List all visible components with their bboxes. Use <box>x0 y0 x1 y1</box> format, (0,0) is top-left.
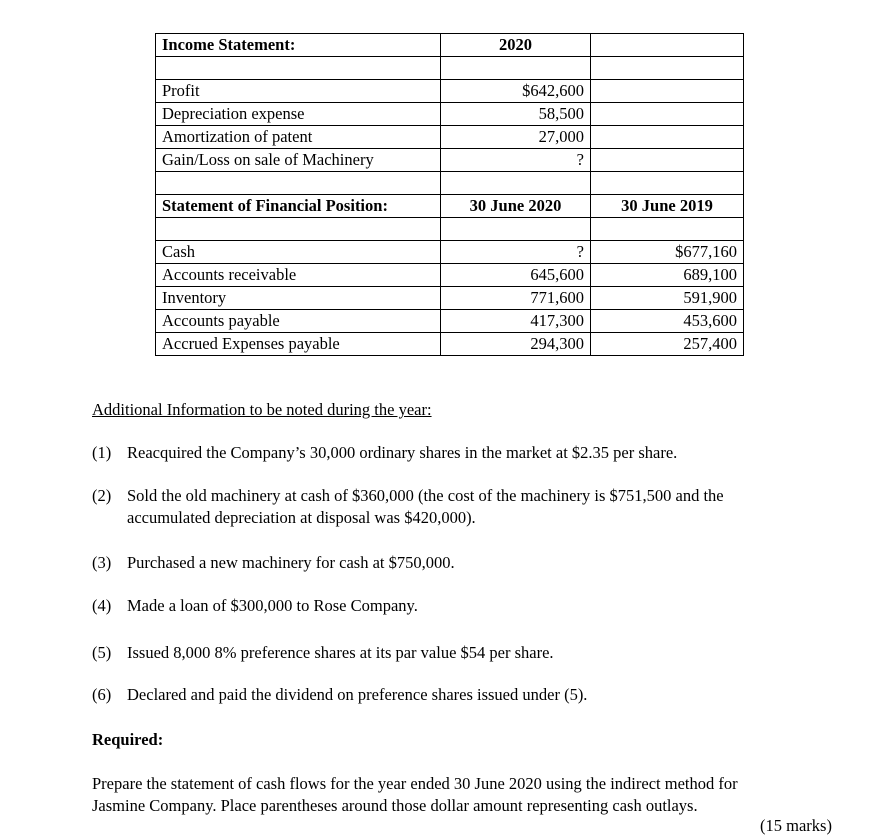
spacer-row <box>156 218 744 241</box>
item-text: Made a loan of $300,000 to Rose Company. <box>127 596 418 615</box>
item-number: (6) <box>92 685 112 704</box>
item-text: Declared and paid the dividend on preference shares issued under (5). <box>127 685 588 704</box>
spacer-row <box>156 172 744 195</box>
item-text: Sold the old machinery at cash of $360,000 (the cost of the machinery is $751,500 and the <box>127 486 724 505</box>
table-row: Accounts payable 417,300 453,600 <box>156 310 744 333</box>
table-row: Accounts receivable 645,600 689,100 <box>156 264 744 287</box>
table-row: Profit $642,600 <box>156 80 744 103</box>
income-statement-header-row <box>156 34 744 57</box>
marks-label: (15 marks) <box>760 816 832 835</box>
item-number: (1) <box>92 443 112 462</box>
item-number: (2) <box>92 486 112 505</box>
income-statement-heading: Income Statement: <box>156 34 441 57</box>
item-text: Issued 8,000 8% preference shares at its par value $54 per share. <box>127 643 554 662</box>
table-row: Accrued Expenses payable 294,300 257,400 <box>156 333 744 356</box>
financial-position-header-row <box>156 195 744 218</box>
additional-info-heading: Additional Information to be noted during the year: <box>92 400 432 419</box>
table-row: Cash ? $677,160 <box>156 241 744 264</box>
table-row: Gain/Loss on sale of Machinery ? <box>156 149 744 172</box>
required-text: Jasmine Company. Place parentheses around those dollar amount representing cash outlays. <box>92 796 698 815</box>
col-2020-header: 30 June 2020 <box>441 195 591 218</box>
financial-data-table <box>155 33 744 356</box>
year-header: 2020 <box>441 34 591 57</box>
spacer-row <box>156 57 744 80</box>
required-text: Prepare the statement of cash flows for the year ended 30 June 2020 using the indirect method for <box>92 774 738 793</box>
item-number: (3) <box>92 553 112 572</box>
item-text: accumulated depreciation at disposal was $420,000). <box>127 508 476 527</box>
item-text: Reacquired the Company’s 30,000 ordinary shares in the market at $2.35 per share. <box>127 443 678 462</box>
item-number: (5) <box>92 643 112 662</box>
item-text: Purchased a new machinery for cash at $750,000. <box>127 553 455 572</box>
table-row: Depreciation expense 58,500 <box>156 103 744 126</box>
table-row: Inventory 771,600 591,900 <box>156 287 744 310</box>
table-row: Amortization of patent 27,000 <box>156 126 744 149</box>
col-2019-header: 30 June 2019 <box>591 195 744 218</box>
financial-position-heading: Statement of Financial Position: <box>156 195 441 218</box>
item-number: (4) <box>92 596 112 615</box>
required-heading: Required: <box>92 730 164 749</box>
